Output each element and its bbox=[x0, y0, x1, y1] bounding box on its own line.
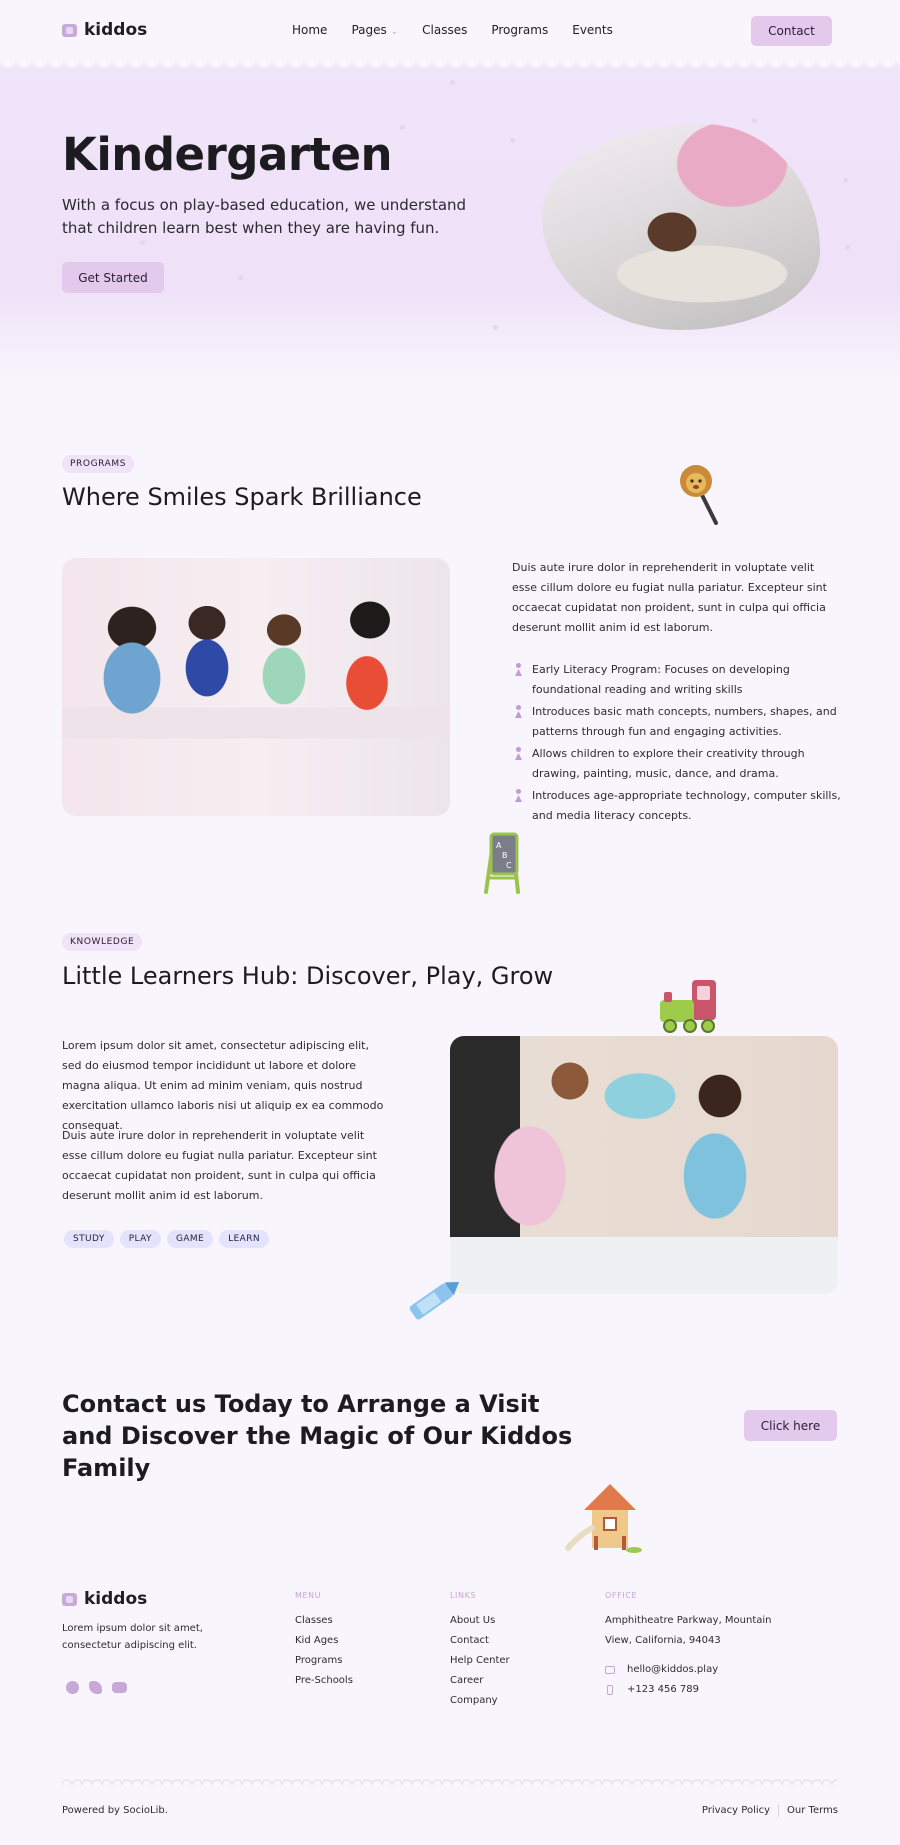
footer-link-programs[interactable]: Programs bbox=[295, 1655, 343, 1666]
confetti-dot bbox=[752, 118, 757, 123]
logo-icon bbox=[62, 24, 77, 37]
toy-train-icon bbox=[654, 976, 720, 1040]
abc-easel-icon bbox=[478, 830, 524, 896]
svg-text:C: C bbox=[506, 861, 512, 870]
children-drawing-photo bbox=[62, 558, 450, 816]
footer-link-career[interactable]: Career bbox=[450, 1675, 484, 1686]
confetti-dot bbox=[510, 138, 515, 143]
terms-link[interactable]: Our Terms bbox=[787, 1805, 838, 1816]
footer-link-help[interactable]: Help Center bbox=[450, 1655, 510, 1666]
footer-link-kid-ages[interactable]: Kid Ages bbox=[295, 1635, 339, 1646]
get-started-button[interactable]: Get Started bbox=[62, 262, 164, 293]
nav-events[interactable]: Events bbox=[572, 23, 613, 37]
footer-link-classes[interactable]: Classes bbox=[295, 1615, 333, 1626]
confetti-dot bbox=[140, 240, 145, 245]
confetti-dot bbox=[493, 325, 498, 330]
child-icon bbox=[514, 789, 523, 802]
top-nav bbox=[0, 0, 900, 62]
programs-title: Where Smiles Spark Brilliance bbox=[62, 483, 422, 511]
lion-puppet-icon bbox=[676, 463, 720, 525]
footer-wave-divider bbox=[62, 1777, 838, 1785]
hero-subtitle: With a focus on play-based education, we understand that children learn best when they are having fun. bbox=[62, 196, 467, 237]
list-item bbox=[512, 786, 842, 826]
nav-pages[interactable] bbox=[351, 23, 398, 37]
confetti-dot bbox=[450, 80, 455, 85]
programs-intro: Duis aute irure dolor in reprehenderit in voluptate velit esse cillum dolore eu fugiat nulla pariatur. Excepteur sint occaecat cupidatat non proident, sunt in culpa qui officia deserunt mollit anim id est laborum. bbox=[512, 561, 827, 634]
footer-brand-name: kiddos bbox=[84, 1589, 148, 1609]
mail-icon bbox=[605, 1666, 615, 1674]
child-icon bbox=[514, 747, 523, 760]
footer-description: Lorem ipsum dolor sit amet, consectetur adipiscing elit. bbox=[62, 1623, 203, 1651]
chevron-down-icon: ⌄ bbox=[390, 27, 399, 37]
footer-link-company[interactable]: Company bbox=[450, 1695, 498, 1706]
confetti-dot bbox=[400, 125, 405, 130]
social-links bbox=[66, 1681, 127, 1694]
confetti-dot bbox=[843, 178, 848, 183]
footer-link-pre-schools[interactable]: Pre-Schools bbox=[295, 1675, 353, 1686]
svg-text:A: A bbox=[496, 841, 502, 850]
programs-tag: PROGRAMS bbox=[62, 455, 134, 473]
confetti-dot bbox=[845, 245, 850, 250]
child-icon bbox=[514, 663, 523, 676]
links-heading: LINKS bbox=[450, 1591, 477, 1600]
programs-list bbox=[512, 660, 842, 828]
confetti-dot bbox=[238, 275, 243, 280]
playhouse-slide-icon bbox=[564, 1480, 648, 1554]
powered-by[interactable]: Powered by SocioLib. bbox=[62, 1805, 168, 1816]
brand-name: kiddos bbox=[84, 20, 148, 40]
nav-links bbox=[292, 23, 613, 37]
privacy-policy-link[interactable]: Privacy Policy bbox=[701, 1805, 771, 1816]
knowledge-para-2: Duis aute irure dolor in reprehenderit in voluptate velit esse cillum dolore eu fugiat nulla pariatur. Excepteur sint occaecat cupidatat non proident, sunt in culpa qui officia deserunt mollit anim id est laborum. bbox=[62, 1129, 377, 1202]
hero-title: Kindergarten bbox=[62, 128, 393, 181]
list-item-text: Early Literacy Program: Focuses on developing foundational reading and writing skills bbox=[532, 663, 790, 696]
office-email[interactable] bbox=[605, 1664, 718, 1675]
footer-link-about[interactable]: About Us bbox=[450, 1615, 496, 1626]
chip-study[interactable]: STUDY bbox=[64, 1230, 114, 1248]
nav-classes[interactable]: Classes bbox=[422, 23, 468, 37]
knowledge-title: Little Learners Hub: Discover, Play, Grow bbox=[62, 962, 554, 990]
chip-play[interactable]: PLAY bbox=[120, 1230, 161, 1248]
list-item bbox=[512, 702, 842, 742]
phone-icon bbox=[607, 1685, 613, 1695]
crayon-icon bbox=[400, 1270, 466, 1328]
knowledge-para-1: Lorem ipsum dolor sit amet, consectetur adipiscing elit, sed do eiusmod tempor incididunt ut labore et dolore magna aliqua. Ut enim ad minim veniam, quis nostrud exercitation ullamco laboris nisi ut aliquip ex ea commodo consequat. bbox=[62, 1039, 384, 1132]
footer-logo[interactable] bbox=[62, 1589, 147, 1609]
logo-icon bbox=[62, 1593, 77, 1606]
divider bbox=[778, 1805, 779, 1817]
menu-heading: MENU bbox=[295, 1591, 322, 1600]
list-item-text: Introduces age-appropriate technology, computer skills, and media literacy concepts. bbox=[532, 789, 841, 822]
list-item bbox=[512, 744, 842, 784]
nav-pages-label: Pages bbox=[351, 23, 387, 37]
children-painting-photo bbox=[450, 1036, 838, 1294]
contact-cta-title: Contact us Today to Arrange a Visit and Discover the Magic of Our Kiddos Family bbox=[62, 1390, 573, 1482]
svg-text:B: B bbox=[502, 851, 508, 860]
legal-links bbox=[702, 1805, 838, 1817]
email-text: hello@kiddos.play bbox=[627, 1664, 719, 1675]
footer-link-contact[interactable]: Contact bbox=[450, 1635, 489, 1646]
office-heading: OFFICE bbox=[605, 1591, 638, 1600]
office-phone[interactable] bbox=[605, 1684, 699, 1695]
list-item bbox=[512, 660, 842, 700]
hero-wave-divider bbox=[0, 62, 900, 74]
knowledge-chips bbox=[64, 1230, 275, 1248]
nav-home[interactable]: Home bbox=[292, 23, 328, 37]
list-item-text: Allows children to explore their creativity through drawing, painting, music, dance, and drama. bbox=[532, 747, 805, 780]
child-icon bbox=[514, 705, 523, 718]
office-address: Amphitheatre Parkway, Mountain View, California, 94043 bbox=[605, 1615, 772, 1646]
youtube-icon[interactable] bbox=[112, 1682, 127, 1693]
chip-game[interactable]: GAME bbox=[167, 1230, 213, 1248]
contact-button[interactable]: Contact bbox=[751, 16, 832, 46]
footer-menu bbox=[295, 1611, 353, 1691]
click-here-button[interactable]: Click here bbox=[744, 1410, 837, 1441]
list-item-text: Introduces basic math concepts, numbers, shapes, and patterns through fun and engaging activities. bbox=[532, 705, 837, 738]
chip-learn[interactable]: LEARN bbox=[219, 1230, 269, 1248]
footer-links bbox=[450, 1611, 510, 1711]
phone-text: +123 456 789 bbox=[627, 1684, 699, 1695]
nav-programs[interactable]: Programs bbox=[491, 23, 549, 37]
facebook-icon[interactable] bbox=[66, 1681, 79, 1694]
twitter-icon[interactable] bbox=[89, 1681, 102, 1694]
knowledge-tag: KNOWLEDGE bbox=[62, 933, 142, 951]
brand-logo[interactable] bbox=[62, 20, 147, 40]
